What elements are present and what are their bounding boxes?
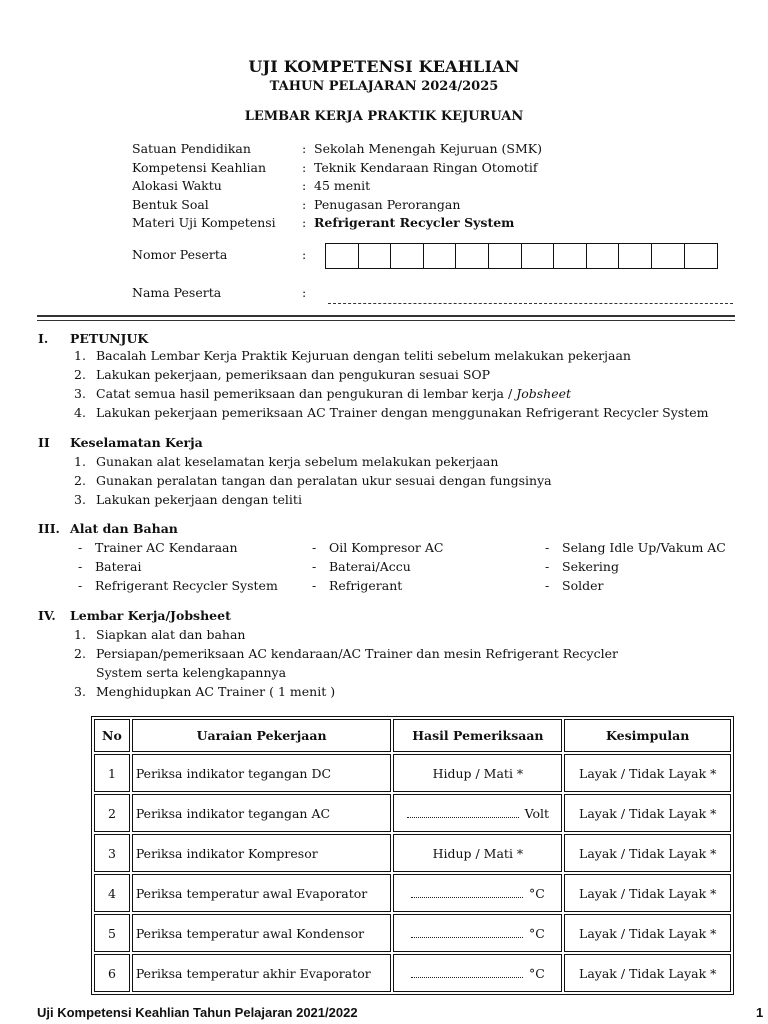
- info-value: 45 menit: [314, 178, 371, 194]
- cell-hasil[interactable]: [393, 794, 562, 832]
- fill-in-line[interactable]: [411, 887, 523, 898]
- cell-no: 5: [94, 914, 130, 952]
- italic-jobsheet: Jobsheet: [516, 386, 572, 401]
- cell-no: 3: [94, 834, 130, 872]
- header-kesimpulan: Kesimpulan: [564, 719, 731, 752]
- jobsheet-list: [70, 625, 656, 701]
- cell-uraian: Periksa indikator tegangan AC: [132, 794, 391, 832]
- cell-uraian: Periksa indikator Kompresor: [132, 834, 391, 872]
- section-number: IV.: [38, 608, 56, 623]
- cell-hasil[interactable]: [393, 914, 562, 952]
- info-label: Bentuk Soal: [132, 196, 209, 212]
- list-item: 3. Catat semua hasil pemeriksaan dan pengukuran di lembar kerja / Jobsheet: [74, 386, 572, 401]
- digit-box[interactable]: [424, 244, 457, 268]
- info-colon: :: [302, 159, 307, 175]
- table-row: [94, 914, 731, 952]
- table-header-row: [94, 719, 731, 752]
- info-label: Materi Uji Kompetensi: [132, 215, 276, 231]
- nama-peserta-label: Nama Peserta: [132, 285, 222, 300]
- info-value: Teknik Kendaraan Ringan Otomotif: [314, 159, 538, 175]
- info-value: Sekolah Menengah Kejuruan (SMK): [314, 141, 542, 156]
- digit-box[interactable]: [359, 244, 392, 268]
- info-label: Satuan Pendidikan: [132, 141, 251, 156]
- info-colon: :: [302, 141, 307, 156]
- digit-box[interactable]: [489, 244, 522, 268]
- table-row: [94, 954, 731, 992]
- cell-kesimpulan[interactable]: Layak / Tidak Layak *: [564, 874, 731, 912]
- digit-box[interactable]: [456, 244, 489, 268]
- info-colon: :: [302, 178, 307, 194]
- petunjuk-list: [70, 346, 709, 422]
- list-item: 2. Gunakan peralatan tangan dan peralatan ukur sesuai dengan fungsinya: [74, 473, 552, 488]
- nama-peserta-line[interactable]: [328, 303, 733, 304]
- keselamatan-list: [70, 452, 552, 509]
- header-hasil: Hasil Pemeriksaan: [393, 719, 562, 752]
- cell-kesimpulan[interactable]: Layak / Tidak Layak *: [564, 954, 731, 992]
- cell-kesimpulan[interactable]: Layak / Tidak Layak *: [564, 754, 731, 792]
- digit-box[interactable]: [522, 244, 555, 268]
- info-label: Alokasi Waktu: [132, 178, 222, 194]
- page-number: 1: [756, 1005, 764, 1020]
- table-row: [94, 794, 731, 832]
- info-value: Penugasan Perorangan: [314, 196, 461, 212]
- header-no: No: [94, 719, 130, 752]
- digit-box[interactable]: [587, 244, 620, 268]
- unit-label: °C: [528, 925, 545, 941]
- fill-in-line[interactable]: [411, 927, 523, 938]
- list-item: 1. Siapkan alat dan bahan: [74, 627, 246, 642]
- list-item: 4. Lakukan pekerjaan pemeriksaan AC Trainer dengan menggunakan Refrigerant Recycler System: [74, 405, 709, 420]
- academic-year: TAHUN PELAJARAN 2024/2025: [269, 79, 499, 94]
- digit-box[interactable]: [619, 244, 652, 268]
- section-number: II: [38, 435, 50, 450]
- list-item: 2. Persiapan/pemeriksaan AC kendaraan/AC Trainer dan mesin Refrigerant Recycler System serta kelengkapannya: [74, 646, 618, 680]
- cell-uraian: Periksa temperatur awal Evaporator: [132, 874, 391, 912]
- info-colon: :: [302, 196, 307, 212]
- unit-label: °C: [528, 885, 545, 901]
- info-value-materi: Refrigerant Recycler System: [314, 215, 515, 231]
- cell-hasil[interactable]: [393, 954, 562, 992]
- cell-hasil[interactable]: [393, 874, 562, 912]
- list-item: 1. Bacalah Lembar Kerja Praktik Kejuruan dengan teliti sebelum melakukan pekerjaan: [74, 348, 631, 363]
- header-uraian: Uaraian Pekerjaan: [132, 719, 391, 752]
- document-title: UJI KOMPETENSI KEAHLIAN: [248, 57, 520, 76]
- table-row: [94, 874, 731, 912]
- nomor-peserta-boxes[interactable]: [325, 243, 718, 269]
- section-title: Keselamatan Kerja: [70, 435, 203, 450]
- fill-in-line[interactable]: [411, 967, 523, 978]
- cell-uraian: Periksa indikator tegangan DC: [132, 754, 391, 792]
- section-number: III.: [38, 521, 60, 536]
- cell-uraian: Periksa temperatur awal Kondensor: [132, 914, 391, 952]
- digit-box[interactable]: [554, 244, 587, 268]
- section-number: I.: [38, 331, 49, 346]
- nomor-peserta-label: Nomor Peserta: [132, 247, 228, 262]
- cell-uraian: Periksa temperatur akhir Evaporator: [132, 954, 391, 992]
- unit-label: °C: [528, 965, 545, 981]
- table-row: [94, 754, 731, 792]
- cell-kesimpulan[interactable]: Layak / Tidak Layak *: [564, 914, 731, 952]
- jobsheet-table: [91, 716, 734, 995]
- fill-in-line[interactable]: [407, 807, 519, 818]
- list-item: 3. Lakukan pekerjaan dengan teliti: [74, 492, 302, 507]
- section-title: PETUNJUK: [70, 331, 149, 346]
- list-item: 2. Lakukan pekerjaan, pemeriksaan dan pengukuran sesuai SOP: [74, 367, 491, 382]
- cell-no: 1: [94, 754, 130, 792]
- cell-kesimpulan[interactable]: Layak / Tidak Layak *: [564, 834, 731, 872]
- cell-no: 4: [94, 874, 130, 912]
- page-footer: Uji Kompetensi Keahlian Tahun Pelajaran 2021/2022: [37, 1005, 358, 1020]
- nama-peserta-colon: :: [302, 285, 307, 300]
- cell-no: 6: [94, 954, 130, 992]
- section-title: Lembar Kerja/Jobsheet: [70, 608, 231, 623]
- digit-box[interactable]: [652, 244, 685, 268]
- cell-hasil[interactable]: Hidup / Mati *: [393, 834, 562, 872]
- digit-box[interactable]: [326, 244, 359, 268]
- divider: [37, 315, 735, 317]
- list-item: 3. Menghidupkan AC Trainer ( 1 menit ): [74, 684, 336, 699]
- divider: [37, 320, 735, 321]
- info-label: Kompetensi Keahlian: [132, 159, 267, 175]
- nomor-peserta-colon: :: [302, 247, 307, 262]
- cell-no: 2: [94, 794, 130, 832]
- digit-box[interactable]: [391, 244, 424, 268]
- cell-hasil[interactable]: Hidup / Mati *: [393, 754, 562, 792]
- cell-kesimpulan[interactable]: Layak / Tidak Layak *: [564, 794, 731, 832]
- info-colon: :: [302, 215, 307, 231]
- unit-label: Volt: [524, 805, 550, 821]
- list-item: 1. Gunakan alat keselamatan kerja sebelum melakukan pekerjaan: [74, 454, 499, 469]
- section-title: Alat dan Bahan: [70, 521, 178, 536]
- digit-box[interactable]: [685, 244, 718, 268]
- document-subtitle: LEMBAR KERJA PRAKTIK KEJURUAN: [244, 109, 524, 124]
- table-row: [94, 834, 731, 872]
